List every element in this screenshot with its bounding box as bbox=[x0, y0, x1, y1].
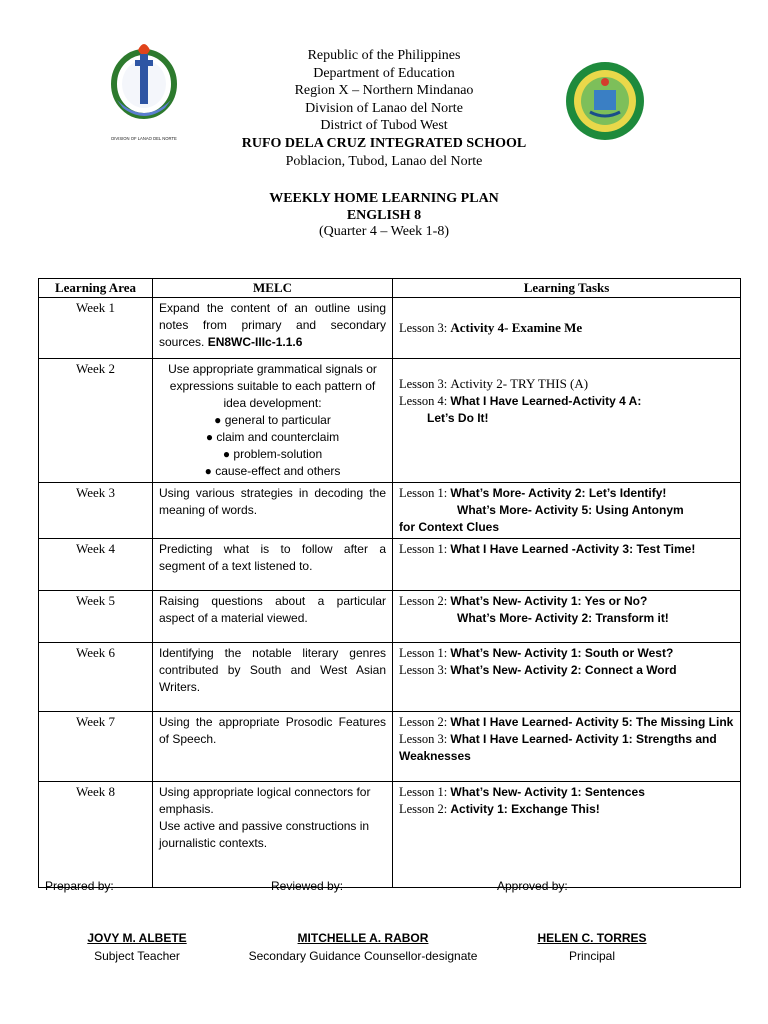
header-melc: MELC bbox=[153, 279, 393, 298]
melc-cell bbox=[153, 298, 393, 359]
task-lesson: Lesson 2: bbox=[399, 802, 451, 816]
task-lesson: Lesson 3: bbox=[399, 732, 451, 746]
week-cell: Week 7 bbox=[39, 712, 153, 782]
tasks-cell bbox=[393, 643, 741, 712]
table-header-row bbox=[39, 279, 741, 298]
melc-text: Expand the content of an outline using notes from primary and secondary sources. bbox=[159, 301, 386, 349]
prepared-by-role: Subject Teacher bbox=[94, 949, 180, 963]
task-activity: What I Have Learned -Activity 3: Test Time! bbox=[450, 542, 696, 556]
plan-subject: ENGLISH 8 bbox=[346, 207, 422, 223]
task-activity: What’s More- Activity 5: Using Antonym bbox=[457, 503, 684, 517]
school-address: Poblacion, Tubod, Lanao del Norte bbox=[285, 153, 483, 169]
task-lesson: Lesson 1: bbox=[399, 486, 451, 500]
task-activity: What’s New- Activity 2: Connect a Word bbox=[450, 663, 677, 677]
task-activity: What’s New- Activity 1: South or West? bbox=[450, 646, 674, 660]
melc-code: EN8WC-IIIc-1.1.6 bbox=[207, 335, 303, 349]
melc-cell: Using various strategies in decoding the meaning of words. bbox=[153, 483, 393, 539]
task-lesson: Lesson 1: bbox=[399, 785, 451, 799]
task-lesson: Lesson 4: bbox=[399, 394, 451, 408]
week-cell: Week 2 bbox=[39, 359, 153, 483]
header-line-3: Region X – Northern Mindanao bbox=[294, 83, 474, 99]
plan-title-block bbox=[0, 191, 768, 241]
tasks-cell bbox=[393, 539, 741, 591]
plan-title: WEEKLY HOME LEARNING PLAN bbox=[269, 191, 499, 206]
melc-cell: Identifying the notable literary genres contributed by South and West Asian Writers. bbox=[153, 643, 393, 712]
reviewed-by-name: MITCHELLE A. RABOR bbox=[297, 931, 429, 945]
task-activity: What I Have Learned- Activity 1: Strengths and Weaknesses bbox=[399, 732, 717, 763]
header-line-1: Republic of the Philippines bbox=[307, 48, 461, 63]
melc-cell bbox=[153, 359, 393, 483]
school-name: RUFO DELA CRUZ INTEGRATED SCHOOL bbox=[241, 135, 527, 151]
table-row bbox=[39, 539, 741, 591]
task-activity: Activity 4- Examine Me bbox=[450, 320, 583, 335]
task-lesson: Lesson 1: bbox=[399, 542, 451, 556]
task-lesson: Lesson 1: bbox=[399, 646, 451, 660]
tasks-cell bbox=[393, 712, 741, 782]
task-lesson: Lesson 2: bbox=[399, 715, 451, 729]
melc-text: Use appropriate grammatical signals or expressions suitable to each pattern of idea development: bbox=[168, 362, 377, 410]
task-activity: What’s New- Activity 1: Sentences bbox=[450, 785, 645, 799]
approved-by-role: Principal bbox=[568, 949, 616, 963]
melc-cell bbox=[153, 782, 393, 888]
learning-plan-table bbox=[38, 278, 741, 888]
table-row bbox=[39, 712, 741, 782]
prepared-by-label: Prepared by: bbox=[45, 879, 114, 893]
week-cell: Week 8 bbox=[39, 782, 153, 888]
week-cell: Week 3 bbox=[39, 483, 153, 539]
melc-bullet: ● problem-solution bbox=[222, 447, 323, 461]
tasks-cell bbox=[393, 782, 741, 888]
melc-bullet: ● claim and counterclaim bbox=[205, 430, 340, 444]
melc-cell: Using the appropriate Prosodic Features of Speech. bbox=[153, 712, 393, 782]
header-line-5: District of Tubod West bbox=[320, 118, 448, 134]
tasks-cell bbox=[393, 359, 741, 483]
header-line-4: Division of Lanao del Norte bbox=[305, 100, 463, 116]
week-cell: Week 5 bbox=[39, 591, 153, 643]
prepared-by-name: JOVY M. ALBETE bbox=[87, 931, 187, 945]
task-activity: What’s More- Activity 2: Let’s Identify! bbox=[450, 486, 667, 500]
task-lesson: Lesson 3: bbox=[399, 377, 451, 391]
week-cell: Week 4 bbox=[39, 539, 153, 591]
header-line-2: Department of Education bbox=[313, 65, 455, 81]
task-activity: for Context Clues bbox=[399, 520, 500, 534]
melc-bullet: ● general to particular bbox=[214, 413, 331, 427]
melc-bullet: ● cause-effect and others bbox=[204, 464, 341, 478]
table-row bbox=[39, 483, 741, 539]
letterhead bbox=[0, 47, 768, 170]
task-activity: What I Have Learned-Activity 4 A: bbox=[450, 394, 642, 408]
approved-by-name: HELEN C. TORRES bbox=[537, 931, 647, 945]
tasks-cell bbox=[393, 591, 741, 643]
melc-cell: Predicting what is to follow after a segment of a text listened to. bbox=[153, 539, 393, 591]
table-row bbox=[39, 643, 741, 712]
task-lesson: Lesson 2: bbox=[399, 594, 451, 608]
header-learning-tasks: Learning Tasks bbox=[393, 279, 741, 298]
table-row bbox=[39, 591, 741, 643]
division-logo-caption: DIVISION OF LANAO DEL NORTE bbox=[111, 136, 177, 141]
task-activity: Activity 1: Exchange This! bbox=[450, 802, 600, 816]
tasks-cell bbox=[393, 298, 741, 359]
approved-by-label: Approved by: bbox=[497, 879, 568, 893]
task-activity: Activity 2- TRY THIS (A) bbox=[450, 376, 589, 391]
header-learning-area: Learning Area bbox=[39, 279, 153, 298]
reviewed-by-label: Reviewed by: bbox=[271, 879, 344, 893]
week-cell: Week 6 bbox=[39, 643, 153, 712]
task-activity: What’s New- Activity 1: Yes or No? bbox=[450, 594, 648, 608]
melc-text-2: Use active and passive constructions in journalistic contexts. bbox=[159, 819, 370, 850]
task-activity: Let’s Do It! bbox=[427, 411, 489, 425]
tasks-cell bbox=[393, 483, 741, 539]
task-lesson: Lesson 3: bbox=[399, 663, 451, 677]
week-cell: Week 1 bbox=[39, 298, 153, 359]
plan-quarter: (Quarter 4 – Week 1-8) bbox=[318, 224, 449, 239]
task-activity: What’s More- Activity 2: Transform it! bbox=[457, 611, 669, 625]
table-row bbox=[39, 782, 741, 888]
table-row bbox=[39, 298, 741, 359]
melc-text: Using appropriate logical connectors for emphasis. bbox=[159, 785, 371, 816]
table-row bbox=[39, 359, 741, 483]
melc-cell: Raising questions about a particular aspect of a material viewed. bbox=[153, 591, 393, 643]
task-lesson: Lesson 3: bbox=[399, 321, 451, 335]
reviewed-by-role: Secondary Guidance Counsellor-designate bbox=[248, 949, 478, 963]
task-activity: What I Have Learned- Activity 5: The Missing Link bbox=[450, 715, 734, 729]
